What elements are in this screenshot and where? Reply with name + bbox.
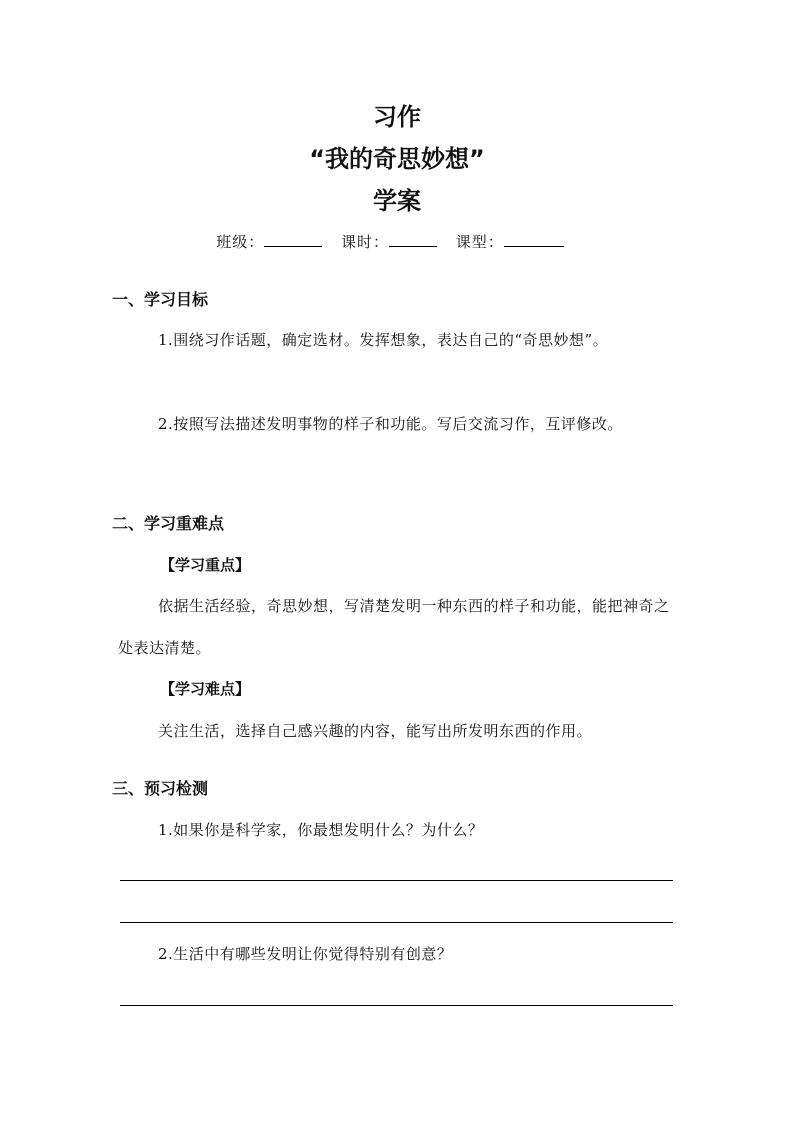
class-label: 班级： xyxy=(216,233,265,251)
difficulty-text: 关注生活，选择自己感兴趣的内容，能写出所发明东西的作用。 xyxy=(158,722,593,740)
info-line xyxy=(0,230,794,254)
section-heading-goals: 一、学习目标 xyxy=(112,290,209,309)
document-title: 习作 xyxy=(373,103,421,131)
period-blank[interactable] xyxy=(389,230,437,247)
class-blank[interactable] xyxy=(264,230,322,247)
answer-line[interactable] xyxy=(120,922,673,923)
key-point-text: 依据生活经验，奇思妙想，写清楚发明一种东西的样子和功能，能把神奇之处表达清楚。 xyxy=(118,597,670,657)
answer-line[interactable] xyxy=(120,1005,673,1006)
goal-item-1: 1.围绕习作话题，确定选材。发挥想象，表达自己的“奇思妙想”。 xyxy=(158,331,609,349)
section-heading-preview: 三、预习检测 xyxy=(112,779,209,798)
answer-line[interactable] xyxy=(120,880,673,881)
difficulty-label: 【学习难点】 xyxy=(160,680,251,698)
section-heading-key-points: 二、学习重难点 xyxy=(112,514,225,533)
goal-item-2: 2.按照写法描述发明事物的样子和功能。写后交流习作，互评修改。 xyxy=(158,415,623,433)
question-1: 1.如果你是科学家，你最想发明什么？为什么？ xyxy=(158,821,484,839)
document-subtitle: “我的奇思妙想” xyxy=(309,145,485,173)
question-2: 2.生活中有哪些发明让你觉得特别有创意？ xyxy=(158,945,453,963)
lesson-type-blank[interactable] xyxy=(504,230,564,247)
key-point-label: 【学习重点】 xyxy=(160,556,251,574)
period-label: 课时： xyxy=(340,233,389,251)
document-type-title: 学案 xyxy=(373,187,421,215)
lesson-type-label: 课型： xyxy=(455,233,504,251)
